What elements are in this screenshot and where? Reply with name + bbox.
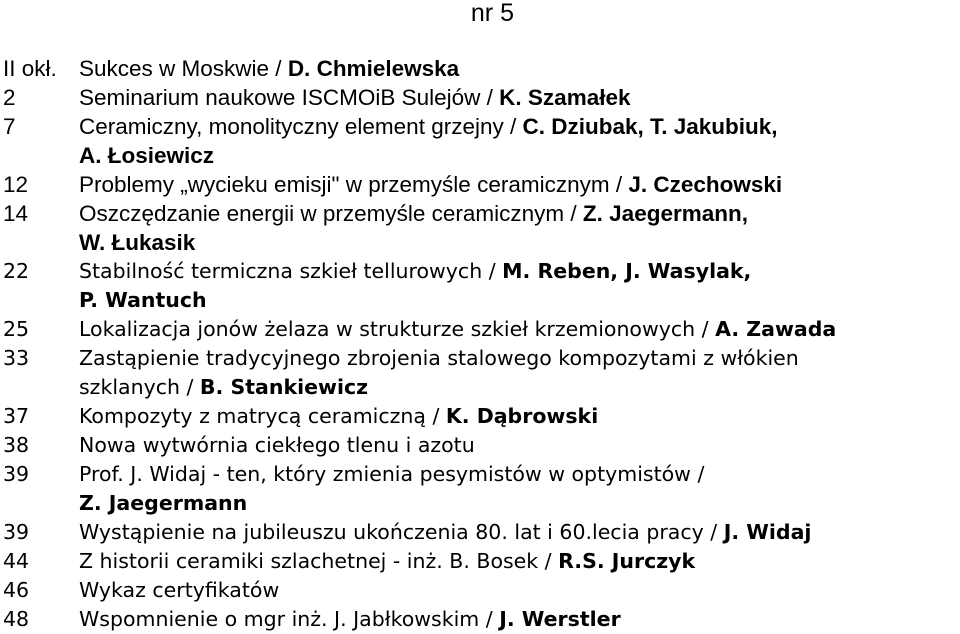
- toc-entry-line: [79, 373, 960, 402]
- toc-entry: [0, 460, 960, 518]
- toc-entry-line: [79, 605, 960, 634]
- toc-entry-line: [79, 83, 960, 112]
- toc-author: A. Zawada: [715, 317, 837, 341]
- toc-title: Zastąpienie tradycyjnego zbrojenia stalowego kompozytami z włókien: [79, 346, 799, 370]
- toc-entry-line: [79, 112, 960, 141]
- toc-entry-line: [79, 547, 960, 576]
- toc-entry: [0, 605, 960, 634]
- toc-page-number: 46: [3, 578, 30, 602]
- toc-author: K. Szamałek: [499, 85, 631, 110]
- toc-entry-text: [79, 460, 960, 518]
- toc-author: K. Dąbrowski: [445, 404, 599, 428]
- toc-title: Lokalizacja jonów żelaza w strukturze szkieł krzemionowych /: [79, 317, 716, 341]
- toc-entry-text: [79, 402, 960, 431]
- toc-author: Z. Jaegermann: [79, 491, 248, 515]
- toc-page-number: 12: [3, 172, 29, 197]
- toc-author: J. Czechowski: [628, 172, 783, 197]
- toc-entry: [0, 518, 960, 547]
- toc-entry: [0, 344, 960, 402]
- toc-title: Z historii ceramiki szlachetnej - inż. B. Bosek /: [79, 549, 559, 573]
- toc-entry-text: [79, 112, 960, 170]
- toc-entry-text: [79, 83, 960, 112]
- toc-entry: [0, 170, 960, 199]
- toc-entry-text: [79, 315, 960, 344]
- toc-title: Nowa wytwórnia ciekłego tlenu i azotu: [79, 433, 475, 457]
- toc-entry: [0, 257, 960, 315]
- toc-entry-line: [79, 170, 960, 199]
- toc-title: Problemy „wycieku emisji" w przemyśle ceramicznym /: [79, 172, 629, 197]
- toc-entry-line: [79, 518, 960, 547]
- toc-entry: [0, 431, 960, 460]
- toc-title: Wystąpienie na jubileuszu ukończenia 80. lat i 60.lecia pracy /: [79, 520, 724, 544]
- issue-number: nr 5: [470, 0, 514, 27]
- toc-entry-text: [79, 518, 960, 547]
- toc-author: W. Łukasik: [79, 230, 196, 255]
- toc-title: Kompozyty z matrycą ceramiczną /: [79, 404, 446, 428]
- toc-author: C. Dziubak, T. Jakubiuk,: [522, 114, 778, 139]
- toc-author: Z. Jaegermann,: [582, 201, 748, 226]
- toc-entry: [0, 83, 960, 112]
- toc-page-number: 37: [3, 404, 30, 428]
- toc-entry-line: [79, 286, 960, 315]
- toc-page-number: 39: [3, 520, 30, 544]
- toc-entry-line: [79, 344, 960, 373]
- toc-entry: [0, 54, 960, 83]
- toc-page-number: 33: [3, 346, 30, 370]
- toc-title: Seminarium naukowe ISCMOiB Sulejów /: [79, 85, 500, 110]
- toc-title: Sukces w Moskwie /: [79, 56, 288, 81]
- toc-entry-text: [79, 605, 960, 634]
- toc-entry-text: [79, 547, 960, 576]
- toc-entry: [0, 315, 960, 344]
- toc-title: Prof. J. Widaj - ten, który zmienia pesymistów w optymistów /: [79, 462, 705, 486]
- toc-entry: [0, 112, 960, 170]
- toc-title: Wspomnienie o mgr inż. J. Jabłkowskim /: [79, 607, 500, 631]
- toc-title: Oszczędzanie energii w przemyśle ceramicznym /: [79, 201, 583, 226]
- toc-entry: [0, 402, 960, 431]
- toc-page-number: 39: [3, 462, 30, 486]
- toc-page-number: II okł.: [3, 56, 57, 81]
- toc-entry-line: [79, 228, 960, 257]
- toc-entry-text: [79, 199, 960, 257]
- toc-title: szklanych /: [79, 375, 200, 399]
- toc-entry-line: [79, 402, 960, 431]
- toc-entry-text: [79, 257, 960, 315]
- toc-page-number: 25: [3, 317, 30, 341]
- toc-entry-line: [79, 54, 960, 83]
- toc-page-number: 22: [3, 259, 30, 283]
- toc-entry-line: [79, 431, 960, 460]
- toc-entry: [0, 576, 960, 605]
- toc-entry-line: [79, 460, 960, 489]
- toc-entry-line: [79, 257, 960, 286]
- toc-author: P. Wantuch: [79, 288, 207, 312]
- toc-entry-text: [79, 431, 960, 460]
- toc-entry-text: [79, 344, 960, 402]
- toc-entry: [0, 199, 960, 257]
- toc-entry-text: [79, 170, 960, 199]
- toc-author: J. Widaj: [723, 520, 812, 544]
- toc-title: Stabilność termiczna szkieł tellurowych /: [79, 259, 503, 283]
- toc-page-number: 48: [3, 607, 30, 631]
- toc-page-number: 14: [3, 201, 29, 226]
- toc-entry-line: [79, 199, 960, 228]
- toc-author: B. Stankiewicz: [199, 375, 369, 399]
- toc-entry-text: [79, 54, 960, 83]
- toc-author: A. Łosiewicz: [79, 143, 215, 168]
- toc-title: Ceramiczny, monolityczny element grzejny /: [79, 114, 523, 139]
- toc-author: M. Reben, J. Wasylak,: [502, 259, 752, 283]
- toc-entry-line: [79, 489, 960, 518]
- toc-page-number: 2: [3, 85, 16, 110]
- table-of-contents: [0, 54, 960, 634]
- toc-author: J. Werstler: [499, 607, 621, 631]
- toc-page-number: 38: [3, 433, 30, 457]
- toc-entry: [0, 547, 960, 576]
- toc-page-number: 7: [3, 114, 16, 139]
- toc-author: D. Chmielewska: [287, 56, 460, 81]
- toc-title: Wykaz certyfikatów: [79, 578, 280, 602]
- toc-entry-text: [79, 576, 960, 605]
- toc-author: R.S. Jurczyk: [558, 549, 696, 573]
- toc-entry-line: [79, 141, 960, 170]
- toc-entry-line: [79, 315, 960, 344]
- toc-page-number: 44: [3, 549, 30, 573]
- toc-entry-line: [79, 576, 960, 605]
